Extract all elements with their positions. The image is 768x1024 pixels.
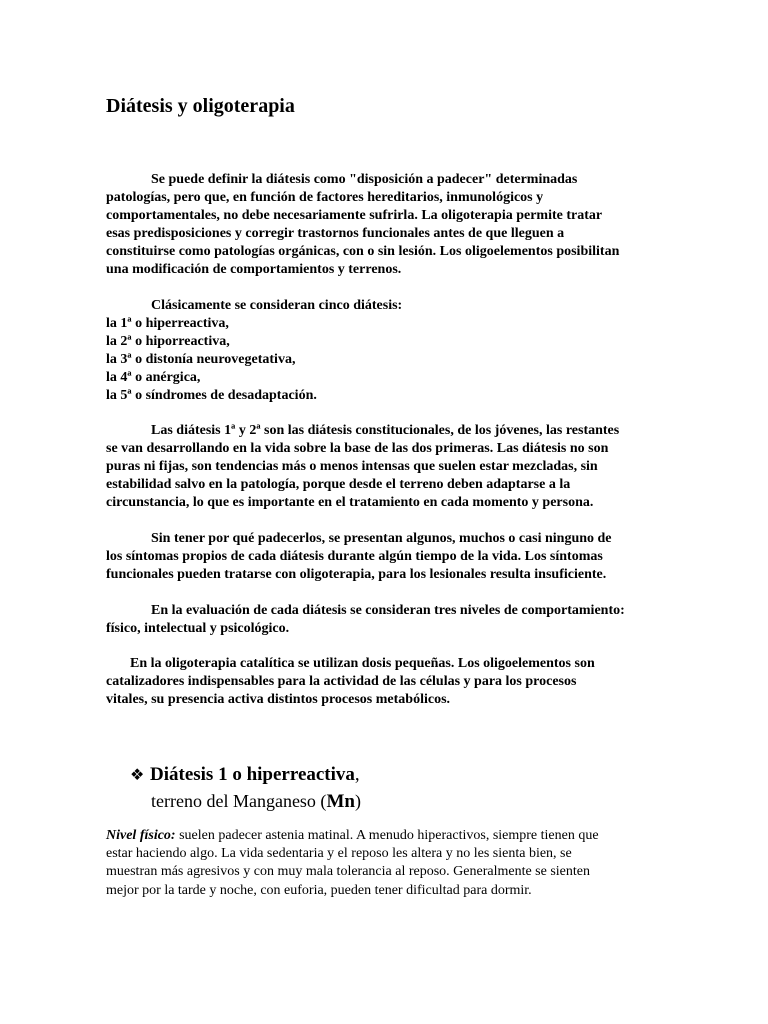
text-line: Se puede definir la diátesis como "disposición a padecer" determinadas bbox=[151, 172, 578, 187]
section-heading-text: Diátesis 1 o hiperreactiva bbox=[150, 764, 355, 785]
text-line: puras ni fijas, son tendencias más o menos intensas que suelen estar mezcladas, sin bbox=[106, 458, 598, 474]
paragraph-definition bbox=[106, 171, 666, 278]
text-line: Sin tener por qué padecerlos, se presentan algunos, muchos o casi ninguno de bbox=[151, 531, 612, 546]
paragraph-constitutional bbox=[106, 422, 666, 512]
element-symbol: Mn bbox=[326, 791, 355, 812]
list-item: la 2ª o hiporreactiva, bbox=[106, 333, 230, 349]
text-line: mejor por la tarde y noche, con euforia, pueden tener dificultad para dormir. bbox=[106, 882, 532, 898]
text-line: los síntomas propios de cada diátesis durante algún tiempo de la vida. Los síntomas bbox=[106, 548, 603, 564]
level-label: Nivel físico: bbox=[106, 828, 176, 843]
paragraph-evaluation-levels bbox=[106, 602, 666, 638]
text-line: En la evaluación de cada diátesis se consideran tres niveles de comportamiento: bbox=[151, 603, 625, 618]
four-diamond-bullet-icon: ❖ bbox=[130, 765, 145, 784]
text-line: una modificación de comportamientos y terrenos. bbox=[106, 261, 402, 277]
list-item: la 5ª o síndromes de desadaptación. bbox=[106, 387, 317, 403]
text-line: físico, intelectual y psicológico. bbox=[106, 620, 290, 636]
text-line: Las diátesis 1ª y 2ª son las diátesis constitucionales, de los jóvenes, las restantes bbox=[151, 423, 620, 438]
subheading-suffix: ) bbox=[354, 791, 361, 811]
document-title: Diátesis y oligoterapia bbox=[106, 95, 295, 117]
paragraph-five-diathesis-list bbox=[106, 297, 666, 404]
paragraph-physical-level bbox=[106, 827, 666, 900]
text-line: muestran más agresivos y con muy mala tolerancia al reposo. Generalmente se sienten bbox=[106, 864, 590, 880]
list-intro: Clásicamente se consideran cinco diátesis: bbox=[151, 298, 403, 313]
section-heading-punct: , bbox=[354, 764, 360, 785]
subheading-prefix: terreno del Manganeso ( bbox=[151, 791, 327, 811]
text-line: estar haciendo algo. La vida sedentaria y el reposo les altera y no les sienta bien, se bbox=[106, 846, 572, 862]
text-line: estabilidad salvo en la patología, porque desde el terreno deben adaptarse a la bbox=[106, 476, 571, 492]
text-line: vitales, su presencia activa distintos procesos metabólicos. bbox=[106, 691, 451, 707]
text-line: En la oligoterapia catalítica se utilizan dosis pequeñas. Los oligoelementos son bbox=[130, 656, 595, 671]
level-text: suelen padecer astenia matinal. A menudo hiperactivos, siempre tienen que bbox=[175, 828, 599, 843]
text-line: funcionales pueden tratarse con oligoterapia, para los lesionales resulta insuficiente. bbox=[106, 566, 607, 582]
text-line: esas predisposiciones y corregir trastornos funcionales antes de que lleguen a bbox=[106, 225, 565, 241]
paragraph-symptoms bbox=[106, 530, 666, 584]
text-line: circunstancia, lo que es importante en el tratamiento en cada momento y persona. bbox=[106, 494, 594, 510]
section-heading-diathesis-1 bbox=[130, 763, 360, 787]
text-line bbox=[106, 827, 666, 845]
list-item: la 1ª o hiperreactiva, bbox=[106, 315, 229, 331]
list-item: la 3ª o distonía neurovegetativa, bbox=[106, 351, 296, 367]
text-line: se van desarrollando en la vida sobre la base de las dos primeras. Las diátesis no son bbox=[106, 440, 609, 456]
list-item: la 4ª o anérgica, bbox=[106, 369, 201, 385]
section-subheading-manganese bbox=[151, 789, 361, 814]
text-line: comportamentales, no debe necesariamente sufrirla. La oligoterapia permite tratar bbox=[106, 207, 603, 223]
text-line: constituirse como patologías orgánicas, con o sin lesión. Los oligoelementos posibilitan bbox=[106, 243, 620, 259]
text-line: catalizadores indispensables para la actividad de las células y para los procesos bbox=[106, 673, 577, 689]
text-line: patologías, pero que, en función de factores hereditarios, inmunológicos y bbox=[106, 189, 544, 205]
paragraph-catalytic-oligotherapy bbox=[106, 655, 666, 709]
